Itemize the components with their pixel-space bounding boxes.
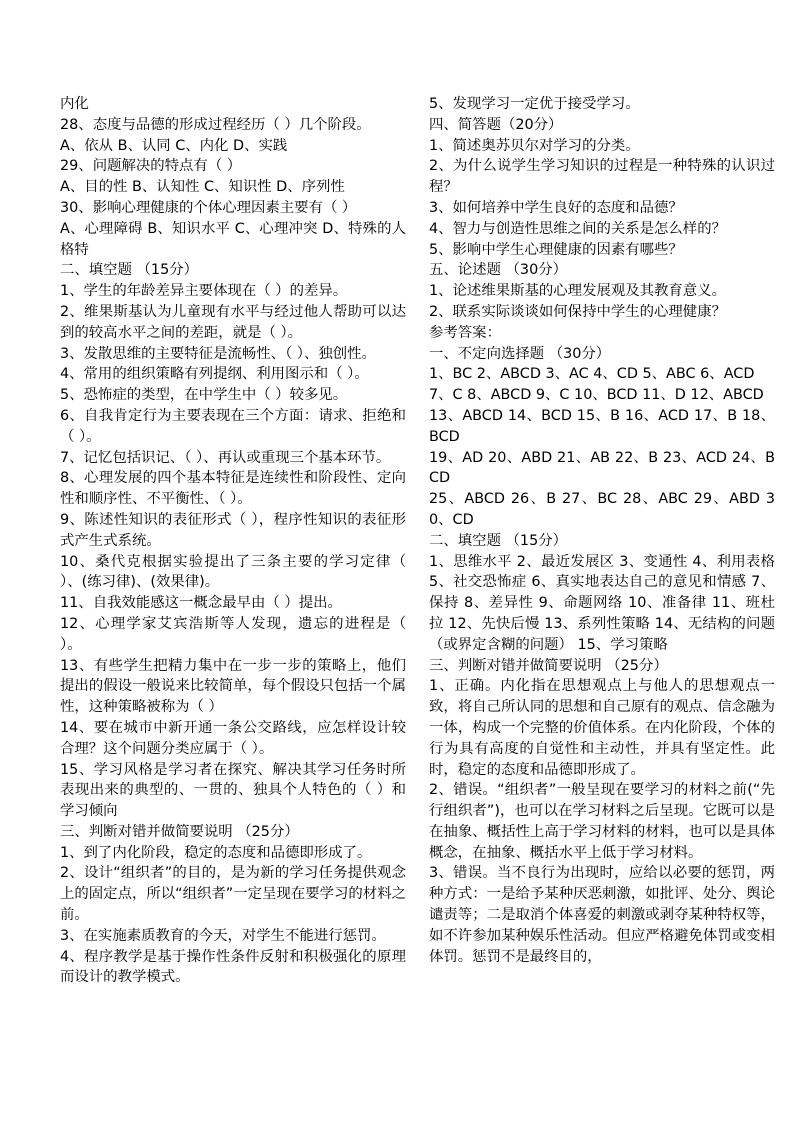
section-heading-short-answer: 四、简答题（20分） xyxy=(429,116,563,133)
question-28: 28、态度与品德的形成过程经历（ ）几个阶段。 xyxy=(60,116,371,133)
true-false-question: 2、设计“组织者”的目的，是为新的学习任务提供观念上的固定点，所以“组织者”一定呈现在要学习的材料之前。 xyxy=(60,865,406,924)
answer-key-heading: 参考答案： xyxy=(429,324,501,341)
essay-question: 2、联系实际谈谈如何保持中学生的心理健康？ xyxy=(429,303,726,320)
fill-in-question: 12、心理学家艾宾浩斯等人发现，遗忘的进程是（ ）。 xyxy=(60,615,406,653)
question-30-options: A、心理障碍 B、知识水平 C、心理冲突 D、特殊的人格特 xyxy=(60,220,406,258)
short-answer-question: 5、影响中学生心理健康的因素有哪些？ xyxy=(429,241,683,258)
fill-in-question: 6、自我肯定行为主要表现在三个方面：请求、拒绝和（ ）。 xyxy=(60,407,406,445)
text-line: 内化 xyxy=(60,96,89,112)
fill-in-question: 5、恐怖症的类型，在中学生中（ ）较多见。 xyxy=(60,387,348,404)
question-29: 29、问题解决的特点有（ ） xyxy=(60,158,242,175)
true-false-answer: 2、错误。“组织者”一般呈现在要学习的材料之前(“先行组织者”)，也可以在学习材料之后呈现。它既可以是在抽象、概括性上高于学习材料的材料，也可以是具体概念，在抽象、概括水平上低于学习材料。 xyxy=(429,782,775,861)
section-heading-true-false: 三、判断对错并做简要说明 （25分） xyxy=(60,823,299,840)
fill-in-question: 10、桑代克根据实验提出了三条主要的学习定律（ ）、(练习律)、(效果律)。 xyxy=(60,553,406,591)
fill-in-question: 7、记忆包括识记、（ ）、再认或重现三个基本环节。 xyxy=(60,449,391,466)
answer-section-heading: 三、判断对错并做简要说明 （25分） xyxy=(429,657,668,674)
fill-in-question: 9、陈述性知识的表征形式（ ），程序性知识的表征形式产生式系统。 xyxy=(60,511,406,549)
answer-section-heading: 二、填空题 （15分） xyxy=(429,532,568,549)
true-false-question: 4、程序教学是基于操作性条件反射和积极强化的原理而设计的教学模式。 xyxy=(60,948,406,986)
fill-in-question: 1、学生的年龄差异主要体现在（ ）的差异。 xyxy=(60,283,348,300)
fill-in-question: 13、有些学生把精力集中在一步一步的策略上，他们提出的假设一般说来比较简单，每个假设只包括一个属性，这种策略被称为（ ） xyxy=(60,657,406,716)
choice-answers: 13、ABCD 14、BCD 15、B 16、ACD 17、B 18、BCD xyxy=(429,407,775,445)
right-column xyxy=(429,94,775,988)
short-answer-question: 3、如何培养中学生良好的态度和品德？ xyxy=(429,199,683,216)
document-page xyxy=(60,94,775,988)
true-false-answer: 1、正确。内化指在思想观点上与他人的思想观点一致，将自己所认同的思想和自己原有的观点、信念融为一体，构成一个完整的价值体系。在内化阶段，个体的行为具有高度的自觉性和主动性，并具有坚定性。此时，稳定的态度和品德即形成了。 xyxy=(429,678,775,778)
question-28-options: A、依从 B、认同 C、内化 D、实践 xyxy=(60,137,288,154)
choice-answers: 7、C 8、ABCD 9、C 10、BCD 11、D 12、ABCD xyxy=(429,387,764,404)
fill-in-question: 3、发散思维的主要特征是流畅性、（ ）、独创性。 xyxy=(60,345,376,362)
short-answer-question: 1、简述奥苏贝尔对学习的分类。 xyxy=(429,137,640,154)
true-false-question: 5、发现学习一定优于接受学习。 xyxy=(429,96,640,112)
answer-section-heading: 一、不定向选择题 （30分） xyxy=(429,345,611,362)
question-30: 30、影响心理健康的个体心理因素主要有（ ） xyxy=(60,199,357,216)
short-answer-question: 2、为什么说学生学习知识的过程是一种特殊的认识过程？ xyxy=(429,158,775,196)
true-false-question: 3、在实施素质教育的今天，对学生不能进行惩罚。 xyxy=(60,927,386,944)
fill-in-question: 4、常用的组织策略有列提纲、利用图示和（ ）。 xyxy=(60,366,369,383)
choice-answers: 1、BC 2、ABCD 3、AC 4、CD 5、ABC 6、ACD xyxy=(429,366,755,383)
short-answer-question: 4、智力与创造性思维之间的关系是怎么样的？ xyxy=(429,220,726,237)
fill-in-question: 14、要在城市中新开通一条公交路线，应怎样设计较合理？这个问题分类应属于（ ）。 xyxy=(60,719,406,757)
essay-question: 1、论述维果斯基的心理发展观及其教育意义。 xyxy=(429,283,726,300)
choice-answers: 19、AD 20、ABD 21、AB 22、B 23、ACD 24、BCD xyxy=(429,449,775,487)
fill-in-question: 11、自我效能感这一概念最早由（ ）提出。 xyxy=(60,595,342,612)
question-29-options: A、目的性 B、认知性 C、知识性 D、序列性 xyxy=(60,179,345,196)
section-heading-essay: 五、论述题 （30分） xyxy=(429,262,568,279)
true-false-question: 1、到了内化阶段，稳定的态度和品德即形成了。 xyxy=(60,844,372,861)
fill-in-answers: 1、思维水平 2、最近发展区 3、变通性 4、利用表格 5、社交恐怖症 6、真实地表达自己的意见和情感 7、保持 8、差异性 9、命题网络 10、准备律 11、班杜拉 12、先快后慢 13、系列性策略 14、无结构的问题（或界定含糊的问题） 15、学习策略 xyxy=(429,553,775,653)
left-column xyxy=(60,94,406,988)
choice-answers: 25、ABCD 26、B 27、BC 28、ABC 29、ABD 30、CD xyxy=(429,491,775,528)
true-false-answer: 3、错误。当不良行为出现时，应给以必要的惩罚，两种方式：一是给予某种厌恶刺激，如批评、处分、舆论谴责等；二是取消个体喜爱的刺激或剥夺某种特权等，如不许参加某种娱乐性活动。但应严格避免体罚或变相体罚。惩罚不是最终目的， xyxy=(429,865,775,965)
fill-in-question: 2、维果斯基认为儿童现有水平与经过他人帮助可以达到的较高水平之间的差距，就是（ ）。 xyxy=(60,303,406,341)
section-heading-fill-in: 二、填空题 （15分） xyxy=(60,262,199,279)
fill-in-question: 15、学习风格是学习者在探究、解决其学习任务时所表现出来的典型的、一贯的、独具个人特色的（ ）和学习倾向 xyxy=(60,761,406,820)
fill-in-question: 8、心理发展的四个基本特征是连续性和阶段性、定向性和顺序性、不平衡性、（ ）。 xyxy=(60,470,406,508)
